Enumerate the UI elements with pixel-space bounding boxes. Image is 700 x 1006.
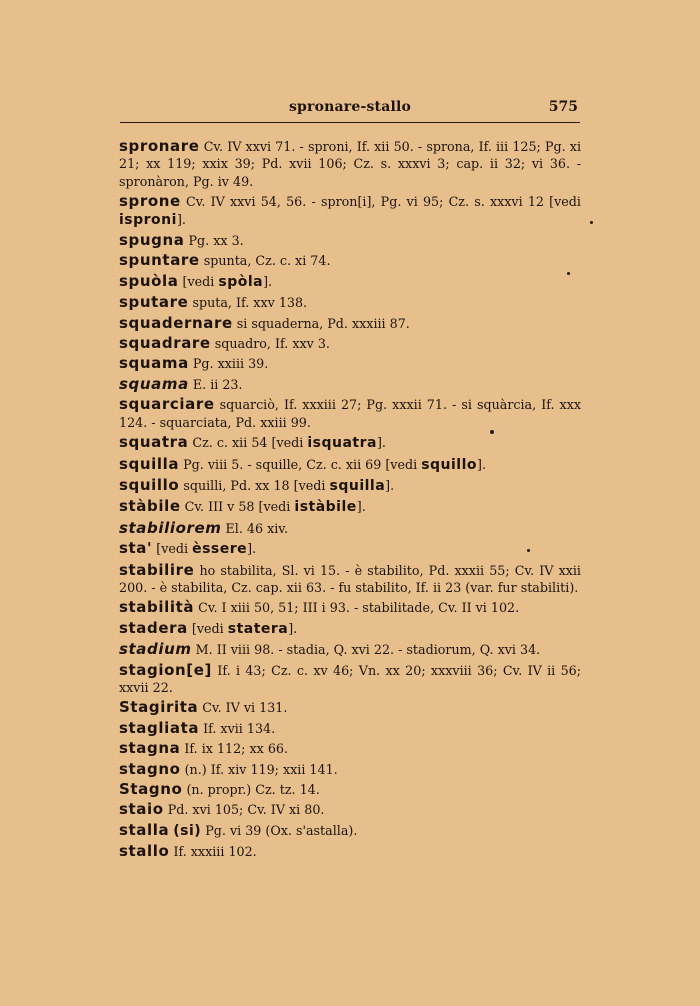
entry-headword: stabiliorem — [119, 518, 222, 537]
entry-headword: stabilire — [119, 560, 195, 579]
dictionary-entry — [119, 335, 581, 352]
dictionary-entry — [119, 434, 581, 452]
entry-cross-reference: isquatra — [307, 435, 377, 452]
entry-cross-reference: statera — [227, 620, 289, 637]
entry-cross-reference: isproni — [119, 211, 177, 228]
dictionary-entry — [119, 520, 581, 537]
entry-citations: If. xxxiii 102. — [169, 844, 257, 860]
dictionary-entry — [119, 699, 581, 716]
dictionary-entry — [119, 740, 581, 757]
entry-citations: ho stabilita, Sl. vi 15. - è stabilito, Pd. xxxii 55; Cv. IV xxii 200. - è stabilita, Cz. cap. xii 63. - fu stabilito, If. ii 23 (var. fur stabiliti). — [119, 562, 581, 595]
entry-citations: If. xvii 134. — [199, 720, 276, 736]
entry-citations: Cv. I xiii 50, 51; III i 93. - stabilitade, Cv. II vi 102. — [194, 600, 520, 616]
entry-citations: E. ii 23. — [188, 376, 243, 392]
entry-citations: sputa, If. xxv 138. — [188, 295, 308, 311]
entry-headword: squama — [119, 354, 189, 373]
dictionary-entry — [119, 355, 581, 372]
dictionary-entry — [119, 562, 581, 597]
entry-headword: Stagno — [119, 780, 183, 798]
dictionary-entry — [119, 843, 581, 860]
entry-headword: Stagirita — [119, 698, 199, 717]
page-header — [120, 96, 580, 116]
entry-citations: Cv. IV xxvi 71. - sproni, If. xii 50. - sprona, If. iii 125; Pg. xi 21; xx 119; xxix 39; Pd. xvii 106; Cz. s. xxxvi 3; cap. ii 32; vi 36. - spronàron, Pg. iv 49. — [119, 139, 581, 189]
entry-citations-tail: ]. — [376, 435, 386, 451]
dictionary-entry — [119, 315, 581, 332]
entry-headword: spugna — [119, 231, 185, 250]
entry-headword: squatra — [119, 433, 189, 452]
entry-headword: stabilità — [119, 598, 195, 617]
entry-citations: El. 46 xiv. — [221, 520, 289, 536]
entry-citations-tail: Pg. vi 39 (Ox. s'astalla). — [201, 822, 358, 838]
dictionary-entry — [119, 273, 581, 291]
speck — [590, 221, 593, 224]
entry-headword: sprone — [119, 192, 181, 211]
entry-headword: squadrare — [119, 334, 211, 353]
entry-headword: squama — [119, 374, 189, 393]
entry-citations: spunta, Cz. c. xi 74. — [199, 253, 331, 269]
entry-citations-tail: ]. — [288, 620, 298, 636]
dictionary-entry — [119, 720, 581, 737]
entry-citations-tail: ]. — [477, 456, 487, 472]
entry-headword: squillo — [119, 475, 180, 494]
entry-citations-tail: ]. — [356, 499, 366, 515]
dictionary-entry — [119, 540, 581, 558]
entry-citations: Pg. xx 3. — [184, 233, 244, 249]
page-number: 575 — [548, 99, 578, 115]
entry-citations: squadro, If. xxv 3. — [210, 336, 330, 352]
dictionary-entry — [119, 138, 581, 190]
entry-headword: stadium — [119, 640, 192, 659]
entry-cross-reference: squillo — [421, 456, 478, 473]
entry-cross-reference: spòla — [218, 273, 264, 290]
dictionary-entry — [119, 801, 581, 818]
dictionary-entry — [119, 456, 581, 474]
dictionary-entry — [119, 761, 581, 778]
entry-headword: squadernare — [119, 313, 233, 332]
speck — [567, 272, 570, 275]
entry-citations: (n. propr.) Cz. tz. 14. — [182, 782, 320, 797]
dictionary-entry — [119, 396, 581, 431]
speck — [490, 430, 494, 434]
dictionary-entry — [119, 662, 581, 697]
entry-citations: Pg. viii 5. - squille, Cz. c. xii 69 [vedi — [179, 456, 422, 472]
entry-headword: spuntare — [119, 251, 200, 270]
running-head: spronare-stallo — [288, 99, 412, 115]
entry-citations: squilli, Pd. xx 18 [vedi — [179, 477, 330, 493]
dictionary-entry — [119, 252, 581, 269]
dictionary-entry — [119, 781, 581, 798]
entry-headword: stadera — [119, 618, 188, 637]
entry-citations: If. ix 112; xx 66. — [180, 741, 289, 757]
dictionary-entry — [119, 232, 581, 249]
entry-cross-reference: (si) — [173, 822, 202, 839]
entry-headword: sta' — [119, 539, 153, 558]
entry-headword: stagna — [119, 739, 181, 758]
entry-cross-reference: èssere — [192, 541, 248, 558]
entry-citations: [vedi — [178, 273, 219, 289]
dictionary-entry — [119, 620, 581, 638]
dictionary-entry — [119, 498, 581, 516]
entry-headword: stallo — [119, 842, 170, 861]
entry-headword: spronare — [119, 137, 200, 155]
entry-headword: sputare — [119, 293, 189, 312]
entry-headword: stagliata — [119, 718, 200, 737]
entry-citations: (n.) If. xiv 119; xxii 141. — [180, 761, 338, 777]
entry-cross-reference: istàbile — [294, 499, 357, 516]
entry-citations: [vedi — [152, 541, 193, 557]
header-rule — [120, 122, 580, 123]
dictionary-entry — [119, 599, 581, 616]
entry-citations-tail: ]. — [263, 273, 273, 289]
entry-citations: Cv. III v 58 [vedi — [180, 499, 295, 515]
dictionary-entry — [119, 477, 581, 495]
entry-headword: spuòla — [119, 271, 179, 290]
entry-citations: Cv. IV xxvi 54, 56. - spron[i], Pg. vi 95; Cz. s. xxxvi 12 [vedi — [180, 194, 581, 210]
entry-citations: Pg. xxiii 39. — [188, 356, 269, 372]
entry-headword: squilla — [119, 454, 180, 473]
entry-headword: staio — [119, 800, 164, 819]
entry-headword: stagion[e] — [119, 660, 212, 679]
entry-citations-tail: ]. — [385, 477, 395, 493]
dictionary-entry — [119, 294, 581, 311]
entry-citations: si squaderna, Pd. xxxiii 87. — [232, 315, 410, 331]
entry-citations: squarciò, If. xxxiii 27; Pg. xxxii 71. - si squàrcia, If. xxx 124. - squarciata, Pd. xxiii 99. — [119, 397, 581, 430]
entry-citations: Cv. IV vi 131. — [198, 700, 288, 716]
entry-citations-tail: ]. — [247, 541, 257, 557]
dictionary-entry — [119, 822, 581, 840]
dictionary-entry — [119, 641, 581, 658]
entry-headword: stalla — [119, 820, 170, 839]
entry-citations: [vedi — [187, 620, 228, 636]
entry-headword: squarciare — [119, 395, 215, 414]
entry-citations: Pd. xvi 105; Cv. IV xi 80. — [163, 802, 325, 818]
entry-citations: If. i 43; Cz. c. xv 46; Vn. xx 20; xxxviii 36; Cv. IV ii 56; xxvii 22. — [119, 662, 581, 695]
entry-headword: stagno — [119, 759, 181, 778]
entry-citations-tail: ]. — [176, 211, 186, 227]
dictionary-entry — [119, 376, 581, 393]
dictionary-entry — [119, 193, 581, 229]
entry-cross-reference: squilla — [329, 477, 386, 494]
entry-headword: stàbile — [119, 497, 181, 516]
entry-citations: M. II viii 98. - stadia, Q. xvi 22. - stadiorum, Q. xvi 34. — [191, 642, 541, 658]
speck — [527, 549, 530, 552]
entry-list — [119, 138, 581, 864]
entry-citations: Cz. c. xii 54 [vedi — [188, 435, 308, 451]
